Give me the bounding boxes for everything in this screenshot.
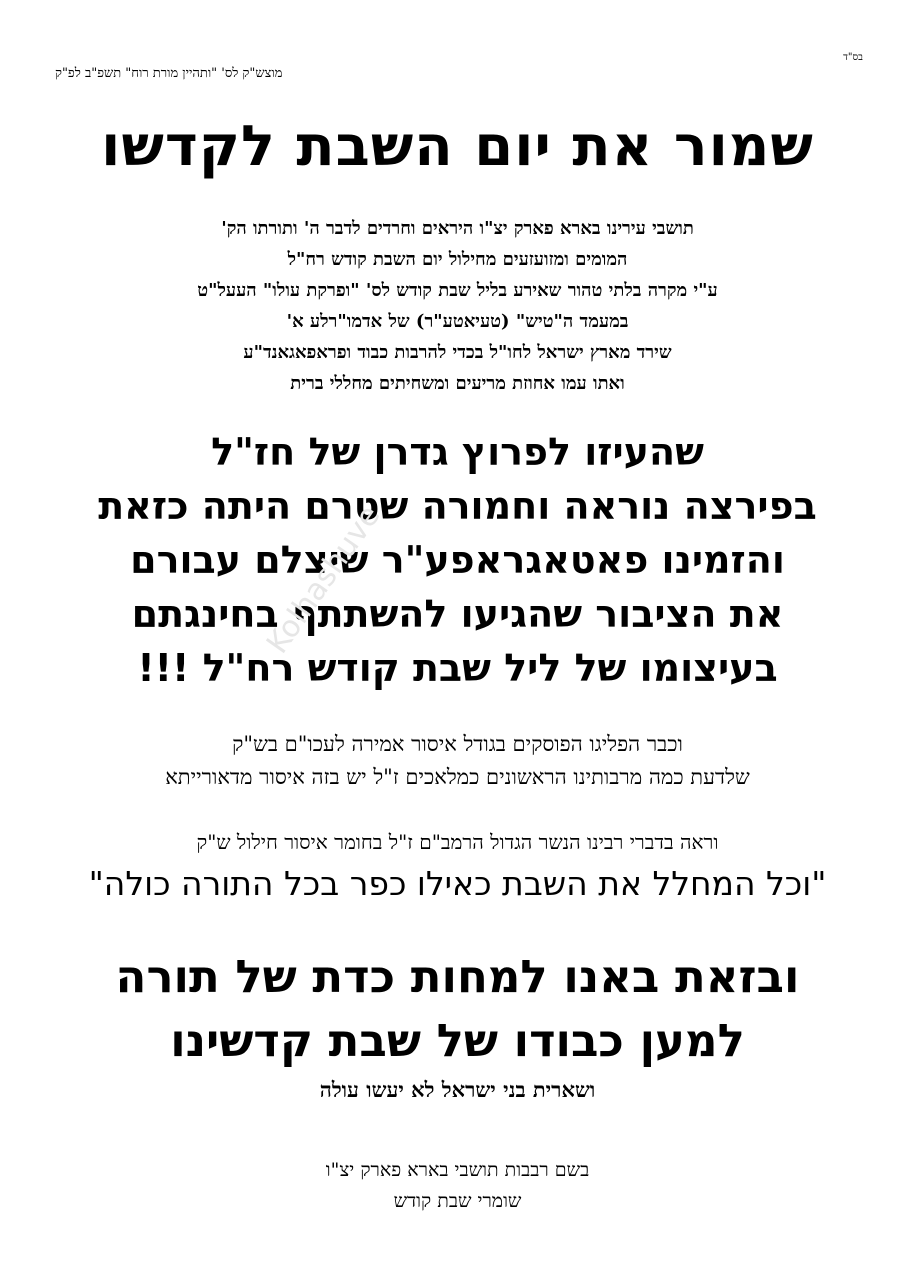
headline-line: בפירצה נוראה וחמורה שטרם היתה כזאת [98,484,817,528]
protest-line: ובזאת באנו למחות כדת של תורה [115,950,800,1003]
ruling-line: שלדעת כמה מרבותינו הראשונים כמלאכים ז"ל יש בזה איסור מדאורייתא [165,765,750,789]
signature [0,1155,915,1217]
intro-paragraph [0,213,915,399]
watermark: Kolhashuve [260,498,388,661]
halachic-ruling-paragraph [0,728,915,794]
protest-line: למען כבודו של שבת קדשינו [170,1014,745,1067]
intro-line: תושבי עירינו בארא פארק יצ"ו היראים וחרדים לדבר ה' ותורתו הק' [221,218,694,239]
signature-line: בשם רבבות תושבי בארא פארק יצ"ו [325,1159,590,1181]
protest-subline: ושארית בני ישראל לא יעשו עולה [319,1077,596,1102]
headline-line: את הציבור שהגיעו להשתתף בחינגתם [131,592,784,636]
headline-line: שהעיזו לפרוץ גדרן של חז"ל [211,430,704,474]
intro-line: ואתו עמו אחוזת מריעים ומשחיתים מחללי ברית [290,373,625,394]
intro-line: ע"י מקרה בלתי טהור שאירע בליל שבת קודש לס' "ופרקת עולו" העעל"ט [197,280,718,301]
headline-line: בעיצומו של ליל שבת קודש רח"ל !!! [137,646,778,690]
headline-paragraph [0,425,915,695]
main-title: שמור את יום השבת לקדשו [101,114,814,179]
intro-line: שירד מארץ ישראל לחו"ל בכדי להרבות כבוד ופראפאגאנד"ע [243,342,672,363]
protest-section [0,945,915,1109]
rambam-quote: "וכל המחלל את השבת כאילו כפר בכל התורה כולה" [88,864,827,903]
intro-line: במעמד ה"טיש" (טעיאטע"ר) של אדמו"רלע א' [286,311,629,332]
header-note: מוצש"ק לס' "ותהיין מורת רוח" תשפ"ב לפ"ק [55,66,283,81]
corner-mark: בס"ד [843,52,863,63]
headline-line: והזמינו פאטאגראפע"ר שיצלם עבורם [130,538,785,582]
rambam-intro: וראה בדברי רבינו הנשר הגדול הרמב"ם ז"ל בחומר איסור חילול ש"ק [196,830,719,854]
ruling-line: וכבר הפליגו הפוסקים בגודל איסור אמירה לעכו"ם בש"ק [232,732,683,756]
intro-line: המומים ומזועזעים מחילול יום השבת קודש רח"ל [287,249,628,270]
rambam-quote-section [0,822,915,906]
signature-line: שומרי שבת קודש [393,1190,522,1212]
